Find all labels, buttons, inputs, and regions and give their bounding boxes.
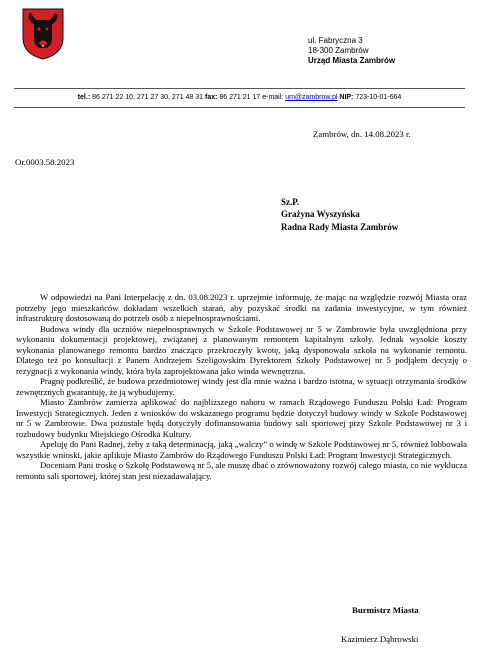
header-divider-bottom: [14, 107, 465, 108]
address-street: ul. Fabryczna 3: [308, 36, 363, 45]
email-link[interactable]: um@zambrow.pl: [285, 94, 338, 101]
paragraph: Pragnę podkreślić, że budowa przedmiotowej windy jest dla mnie ważna i bardzo istotna, w sytuacji otrzymania środków zewnętrznych gwarantuję, że ją wybudujemy.: [16, 376, 467, 397]
paragraph: Miasto Zambrów zamierza aplikować do najbliższego naboru w ramach Rządowego Funduszu Polski Ład: Program Inwestycji Strategicznych. Jeden z wniosków do wskazanego programu będzie dotyczył budowy windy w Szkole Podstawowej nr 5 w Zambrowie. Dwa pozostałe będą dotyczyły dofinansowania budowy sali sportowej przy Szkole Podstawowej nr 3 i rozbudowy budynku Miejskiego Ośrodka Kultury.: [16, 397, 467, 439]
nip-number: 723-10-01-664: [355, 94, 402, 101]
coat-of-arms-logo: [22, 8, 64, 60]
recipient-block: [281, 196, 398, 233]
address-city: 18-300 Zambrów: [308, 46, 369, 55]
paragraph: W odpowiedzi na Pani Interpelację z dn. 03.08.2023 r. uprzejmie informuję, że mając na względzie rozwój Miasta oraz potrzeby jego mieszkańców dokładam wszelkich starań, aby pozyskać środki na zadania inwestycyjne, w tym również infrastrukturę dostosowaną do potrzeb osób z niepełnosprawnościami.: [16, 292, 467, 323]
tel-label: tel.:: [77, 94, 91, 101]
paragraph: Apeluję do Pani Radnej, żeby z taką determinacją, jaką „walczy” o windę w Szkole Podstawowej nr 5, również lobbowała wszystkie wnioski, jakie aplikuje Miasto Zambrów do Rządowego Funduszu Polski Ład: Program Inwestycji Strategicznych.: [16, 439, 467, 460]
contact-line: [0, 94, 479, 101]
office-address: [308, 36, 395, 66]
signature-name: Kazimierz Dąbrowski: [341, 634, 419, 644]
recipient-name: Grażyna Wyszyńska: [281, 209, 360, 220]
signature-title: Burmistrz Miasta: [352, 605, 419, 615]
nip-label: NIP:: [339, 94, 354, 101]
recipient-title: Radna Rady Miasta Zambrów: [281, 221, 399, 232]
letter-body: [16, 292, 467, 481]
email-label: e-mail:: [262, 94, 284, 101]
paragraph: Doceniam Pani troskę o Szkołę Podstawową nr 5, ale muszę dbać o zrównoważony rozwój całego miasta, co nie wyklucza remontu sali sportowej, której stan jest niezadawalający.: [16, 460, 468, 481]
fax-label: fax:: [205, 94, 218, 101]
office-name: Urząd Miasta Zambrów: [308, 56, 396, 65]
letter-date: Zambrów, dn. 14.08.2023 r.: [313, 129, 411, 139]
recipient-salutation: Sz.P.: [281, 197, 300, 207]
paragraph: Budowa windy dla uczniów niepełnosprawnych w Szkole Podstawowej nr 5 w Zambrowie była uwzględniona przy wykonaniu dokumentacji projektowej, związanej z planowanym remontem kapitalnym szkoły. Jednak wysokie koszty wykonania planowanego remontu bardzo znacząco przekroczyły kwotę, jaką dysponowała szkoła na wykonanie remontu. Dlatego też po konsultacji z Panem Andrzejem Szeligowskim Dyrektorem Szkoły Podstawowej nr 5 podjąłem decyzję o rezygnacji z wykonania windy, która była zaprojektowana jako winda wewnętrzna.: [16, 323, 467, 376]
fax-number: 86 271 21 17: [219, 94, 261, 101]
reference-number: Or.0003.58.2023: [15, 157, 75, 167]
header-divider-top: [14, 88, 465, 89]
tel-numbers: 86 271 22 10, 271 27 30, 271 48 31: [92, 94, 204, 101]
